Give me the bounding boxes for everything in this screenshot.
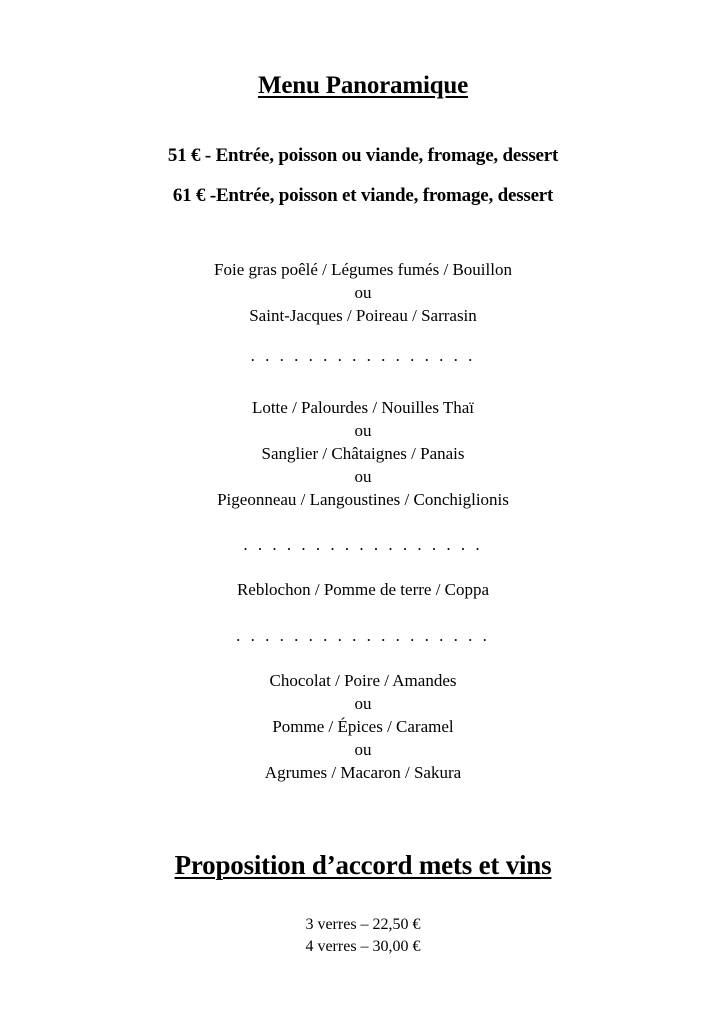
main-option: Sanglier / Châtaignes / Panais bbox=[261, 444, 465, 463]
wine-pairing-title: Proposition d’accord mets et vins bbox=[174, 850, 552, 880]
or-label: ou bbox=[354, 740, 372, 759]
or-label: ou bbox=[354, 694, 372, 713]
dessert-option: Agrumes / Macaron / Sakura bbox=[264, 763, 462, 782]
main-option: Lotte / Palourdes / Nouilles Thaï bbox=[251, 398, 475, 417]
mains-section bbox=[0, 396, 726, 511]
starters-section bbox=[0, 258, 726, 327]
dotted-separator: . . . . . . . . . . . . . . . . . . bbox=[236, 626, 490, 645]
main-option: Pigeonneau / Langoustines / Conchiglionis bbox=[217, 490, 509, 509]
or-label: ou bbox=[354, 467, 372, 486]
starter-option: Saint-Jacques / Poireau / Sarrasin bbox=[249, 306, 477, 325]
dessert-option: Pomme / Épices / Caramel bbox=[272, 717, 454, 736]
dotted-separator: . . . . . . . . . . . . . . . . . bbox=[243, 535, 483, 554]
or-label: ou bbox=[354, 421, 372, 440]
dotted-separator: . . . . . . . . . . . . . . . . bbox=[250, 346, 476, 365]
cheese-option: Reblochon / Pomme de terre / Coppa bbox=[236, 580, 490, 599]
dessert-option: Chocolat / Poire / Amandes bbox=[269, 671, 457, 690]
wine-option-4-glasses: 4 verres – 30,00 € bbox=[305, 938, 421, 955]
wine-pairing-options bbox=[0, 914, 726, 958]
price-option-61: 61 € -Entrée, poisson et viande, fromage, dessert bbox=[172, 185, 554, 206]
wine-option-3-glasses: 3 verres – 22,50 € bbox=[305, 916, 421, 933]
price-option-51: 51 € - Entrée, poisson ou viande, fromage, dessert bbox=[167, 145, 559, 166]
or-label: ou bbox=[354, 283, 372, 302]
menu-title: Menu Panoramique bbox=[258, 72, 468, 99]
starter-option: Foie gras poêlé / Légumes fumés / Bouillon bbox=[214, 260, 512, 279]
cheese-section bbox=[0, 578, 726, 601]
desserts-section bbox=[0, 669, 726, 784]
